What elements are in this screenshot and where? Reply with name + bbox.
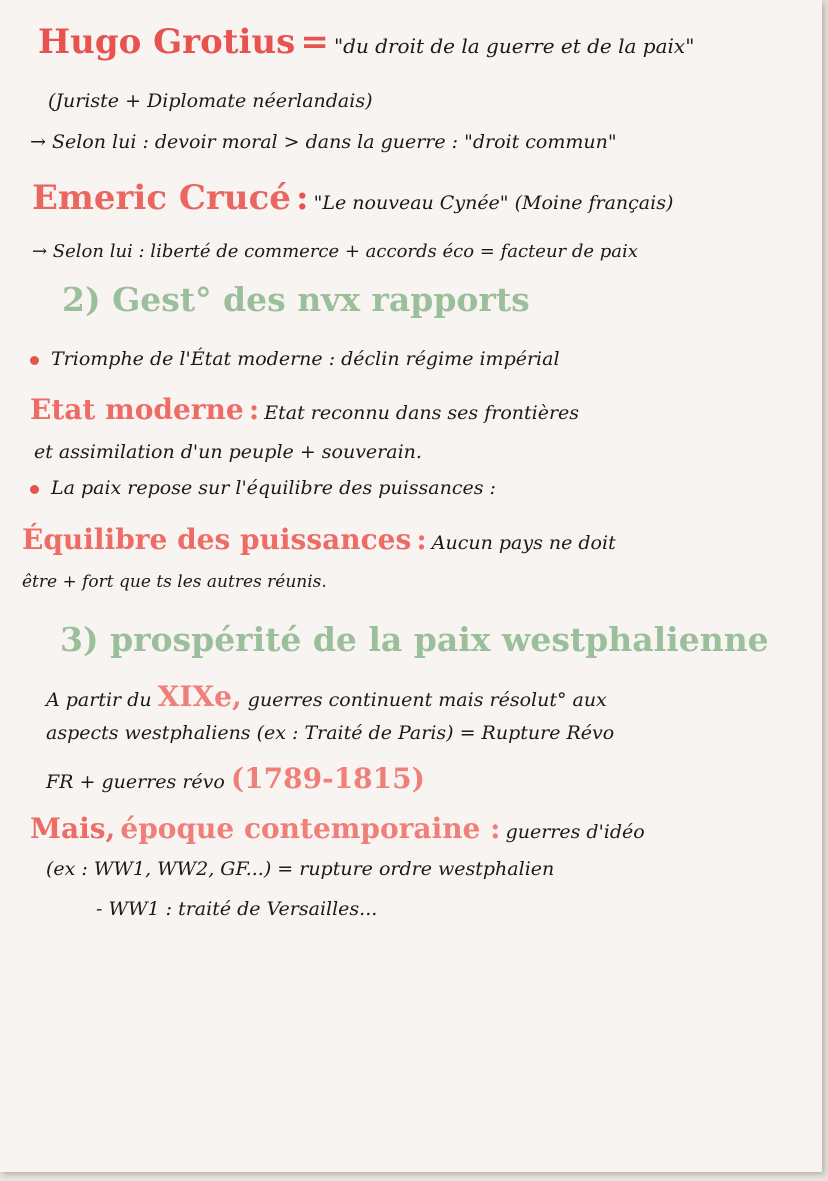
p3-text: FR + guerres révo bbox=[46, 771, 225, 793]
grotius-line bbox=[38, 22, 694, 62]
cruce-name: Emeric Crucé bbox=[32, 178, 291, 218]
mais-word: Mais, bbox=[30, 812, 116, 845]
section2-bullet1 bbox=[30, 348, 560, 370]
p1-end: guerres continuent mais résolut° aux bbox=[247, 689, 607, 711]
equi-term: Équilibre des puissances bbox=[22, 523, 412, 556]
section2-title: 2) Gest° des nvx rapports bbox=[62, 280, 530, 319]
section3-p2: aspects westphaliens (ex : Traité de Paris) = Rupture Révo bbox=[46, 722, 615, 744]
etat-def1: Etat reconnu dans ses frontières bbox=[264, 402, 580, 424]
cruce-line bbox=[32, 178, 673, 218]
equi-def1: Aucun pays ne doit bbox=[431, 532, 616, 554]
grotius-sep: = bbox=[300, 22, 329, 62]
bullet-icon bbox=[30, 356, 39, 365]
bullet1-text: Triomphe de l'État moderne : déclin régime impérial bbox=[51, 348, 560, 370]
section3-p6: - WW1 : traité de Versailles... bbox=[96, 898, 378, 920]
contemporary-label: époque contemporaine : bbox=[120, 812, 501, 845]
section3-title: 3) prospérité de la paix westphalienne bbox=[60, 620, 769, 659]
grotius-name: Hugo Grotius bbox=[38, 22, 296, 62]
section3-p1 bbox=[46, 680, 607, 713]
etat-def2: et assimilation d'un peuple + souverain. bbox=[34, 441, 422, 463]
grotius-view: → Selon lui : devoir moral > dans la guerre : "droit commun" bbox=[30, 131, 617, 153]
grotius-role: (Juriste + Diplomate néerlandais) bbox=[48, 90, 373, 112]
equi-def2: être + fort que ts les autres réunis. bbox=[22, 572, 327, 592]
bullet2-text: La paix repose sur l'équilibre des puissances : bbox=[51, 477, 496, 499]
cruce-sep: : bbox=[296, 178, 309, 218]
section2-bullet2 bbox=[30, 477, 496, 499]
p1-start: A partir du bbox=[46, 689, 152, 711]
equi-sep: : bbox=[416, 523, 427, 556]
bullet-icon bbox=[30, 485, 39, 494]
cruce-view: → Selon lui : liberté de commerce + accords éco = facteur de paix bbox=[32, 241, 638, 262]
century-label: XIXe, bbox=[157, 680, 242, 713]
section3-p5: (ex : WW1, WW2, GF...) = rupture ordre westphalien bbox=[46, 858, 555, 880]
equi-line bbox=[22, 523, 616, 556]
etat-sep: : bbox=[248, 393, 260, 426]
etat-line bbox=[30, 393, 579, 426]
cruce-work: "Le nouveau Cynée" (Moine français) bbox=[313, 192, 674, 214]
mais-end: guerres d'idéo bbox=[505, 821, 645, 843]
section3-p3 bbox=[46, 762, 425, 795]
mais-line bbox=[30, 812, 645, 845]
etat-term: Etat moderne bbox=[30, 393, 244, 426]
revo-dates: (1789-1815) bbox=[230, 762, 425, 795]
grotius-work: "du droit de la guerre et de la paix" bbox=[333, 34, 695, 58]
